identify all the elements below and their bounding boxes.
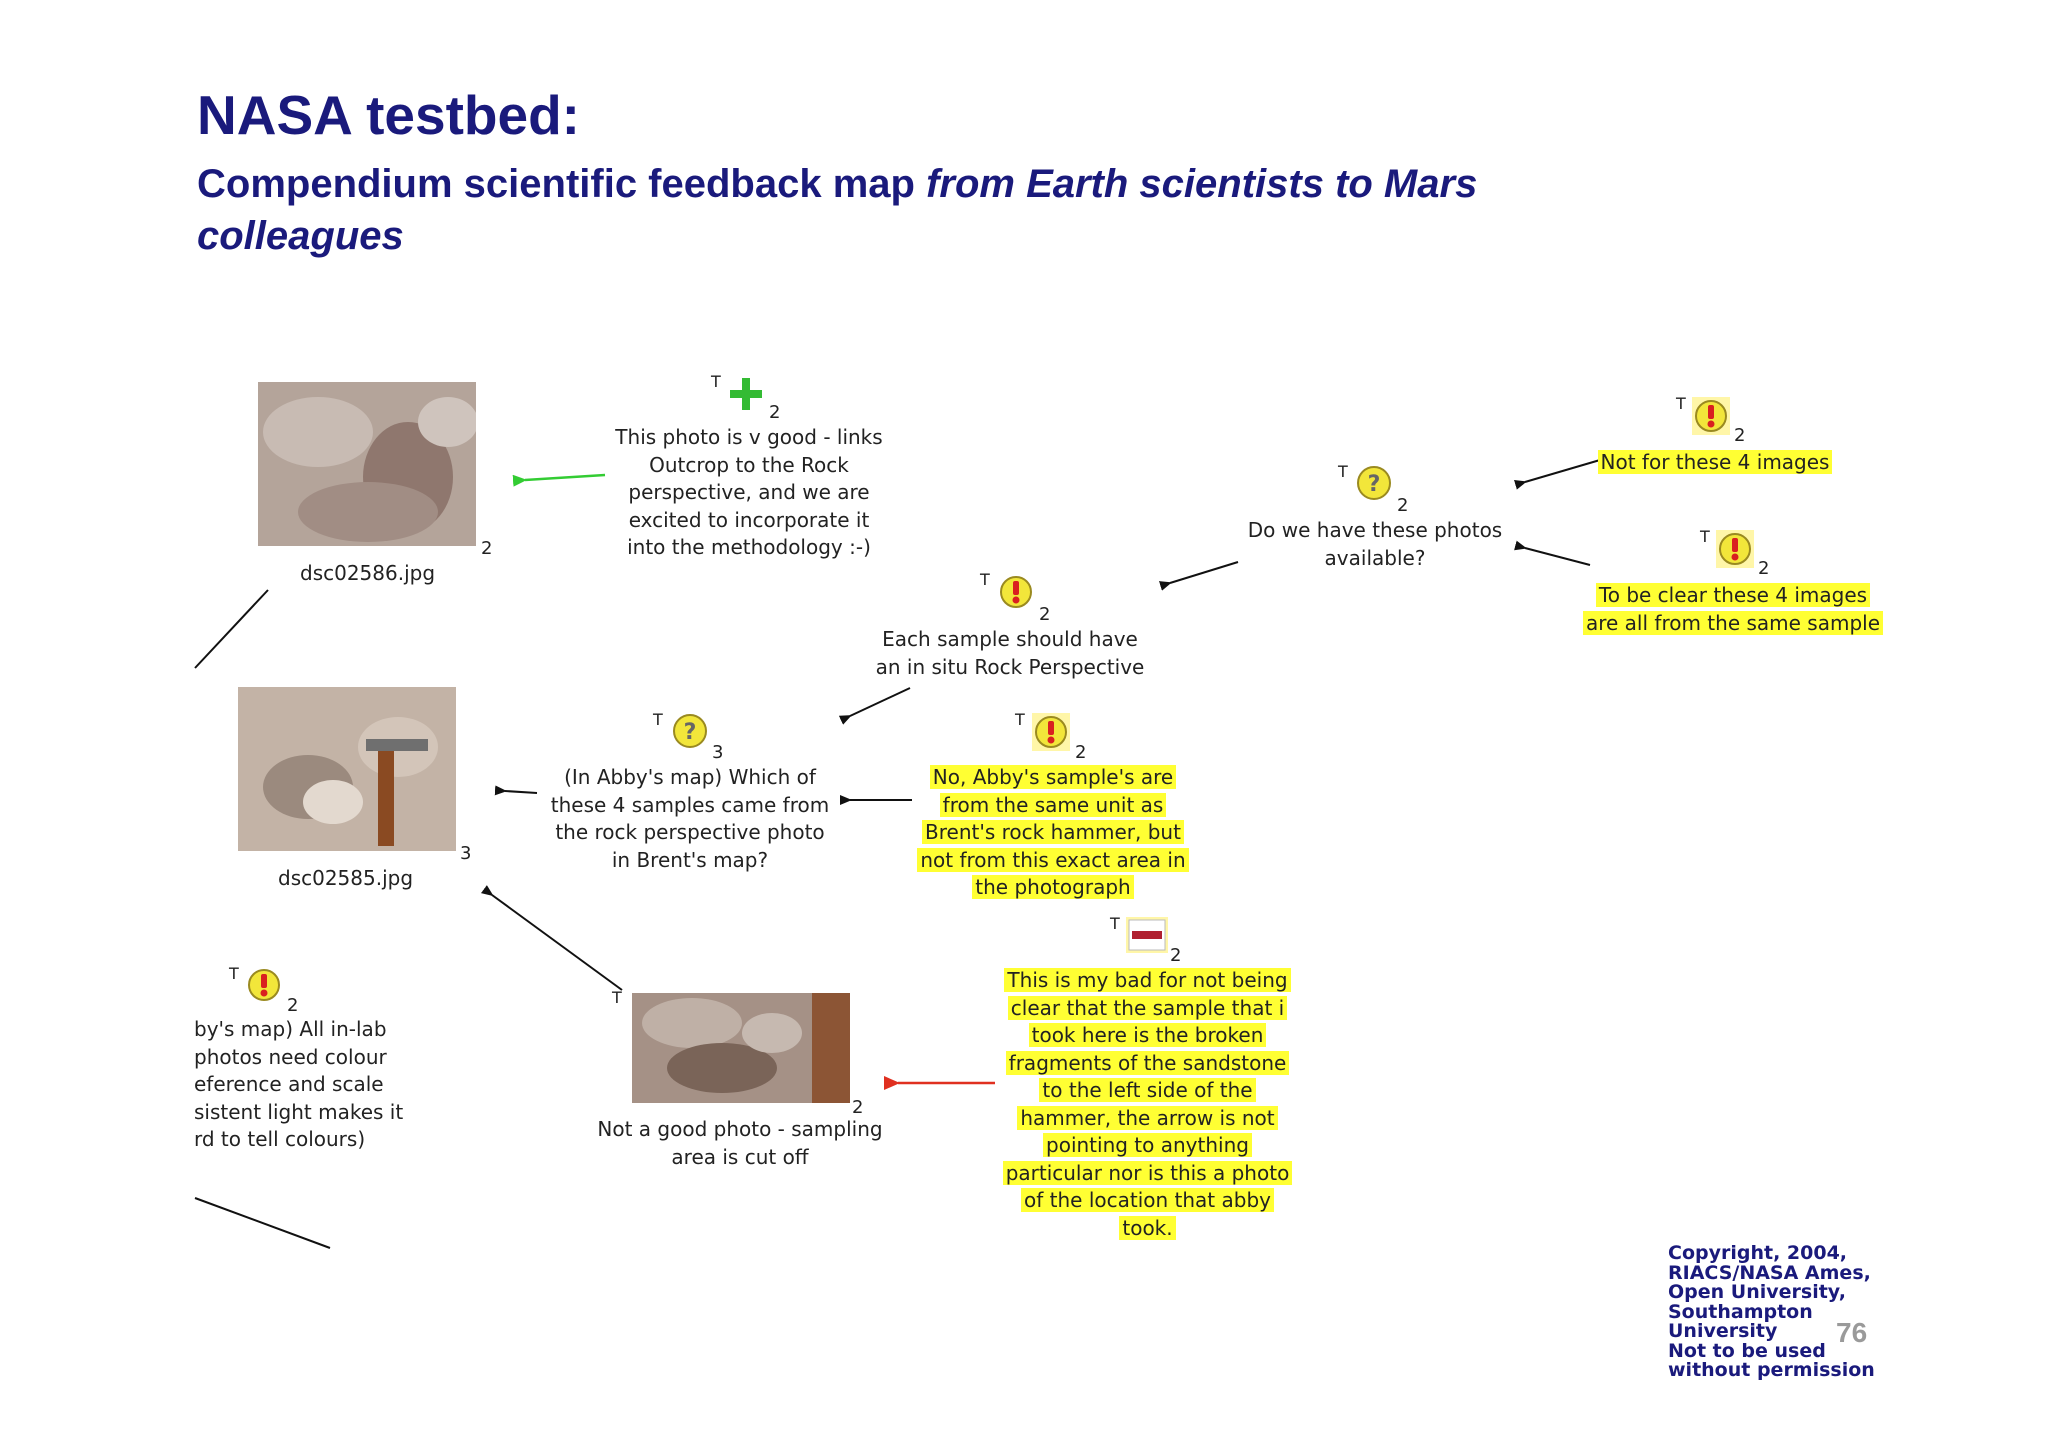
plus-icon [728,376,764,412]
exclamation-icon [1032,713,1070,751]
svg-text:?: ? [683,720,697,745]
node-text: To be clear these 4 images are all from the same sample [1583,583,1883,635]
node-t-label: T [1015,710,1025,729]
arrow-each-to-which [850,688,910,716]
line-left-lower [195,1198,330,1248]
node-label[interactable]: Each sample should have an in situ Rock Perspective [875,627,1145,679]
arrow-photo3-to-photo2 [492,895,622,990]
question-icon [1356,465,1392,501]
node-label[interactable] [1585,449,1845,477]
photo-count: 2 [852,1097,864,1118]
node-text: Not for these 4 images [1598,450,1833,474]
svg-text:?: ? [1367,472,1381,497]
node-count: 2 [1734,425,1746,446]
photo-thumbnail[interactable] [258,382,476,546]
node-count: 2 [769,402,781,423]
node-t-label: T [612,988,622,1007]
minus-icon [1126,917,1168,953]
arrow-clear-to-question [1525,548,1590,565]
node-t-label: T [711,372,721,391]
arrow-pro-to-photo1 [525,475,605,480]
photo-filename: dsc02586.jpg [300,561,436,585]
node-count: 2 [1075,742,1087,763]
node-text: This is my bad for not being clear that the sample that i took here is the broken fragments of the sandstone to the left side of the hammer, the arrow is not pointing to anything particular nor is this a photo of the location that abby took. [1003,968,1293,1240]
photo-thumbnail[interactable] [238,687,456,851]
node-t-label: T [1110,914,1120,933]
node-count: 2 [287,995,299,1016]
node-label[interactable]: This photo is v good - links Outcrop to the Rock perspective, and we are excited to incorporate it into the methodology :-) [615,425,883,559]
question-icon [672,713,708,749]
node-text: No, Abby's sample's are from the same unit as Brent's rock hammer, but not from this exact area in the photograph [917,765,1188,899]
node-label[interactable] [898,764,1208,902]
node-t-label: T [1700,527,1710,546]
node-t-label: T [229,964,239,983]
line-left-upper [195,590,268,668]
node-count: 2 [1170,945,1182,966]
subtitle-italic: from Earth scientists to Mars colleagues [197,162,1478,258]
node-label[interactable]: Not a good photo - sampling area is cut off [597,1117,883,1169]
node-t-label: T [653,710,663,729]
photo-count: 2 [481,538,493,559]
exclamation-icon [998,574,1034,610]
node-label[interactable]: Do we have these photos available? [1247,518,1503,570]
node-label[interactable] [980,967,1315,1242]
node-t-label: T [1338,462,1348,481]
node-label[interactable] [1578,582,1888,637]
photo-filename: dsc02585.jpg [278,866,414,890]
node-label[interactable]: (In Abby's map) Which of these 4 samples came from the rock perspective photo in Brent's map? [550,765,830,872]
node-t-label: T [1676,394,1686,413]
exclamation-icon [1692,397,1730,435]
node-count: 2 [1039,604,1051,625]
node-count: 3 [712,742,724,763]
photo-thumbnail[interactable] [632,993,850,1103]
slide-title: NASA testbed: [197,84,580,146]
page-number: 76 [1836,1317,1868,1348]
node-t-label: T [980,570,990,589]
node-label[interactable]: by's map) All in-lab photos need colour eference and scale sistent light makes it rd to tell colours) [194,1017,404,1151]
node-count: 2 [1758,558,1770,579]
photo-count: 3 [460,843,472,864]
node-count: 2 [1397,495,1409,516]
copyright-notice: Copyright, 2004, RIACS/NASA Ames, Open University, Southampton University Not to be used without permission [1668,1242,1875,1381]
exclamation-icon [246,967,282,1003]
exclamation-icon [1716,530,1754,568]
subtitle-plain: Compendium scientific feedback map [197,162,927,206]
